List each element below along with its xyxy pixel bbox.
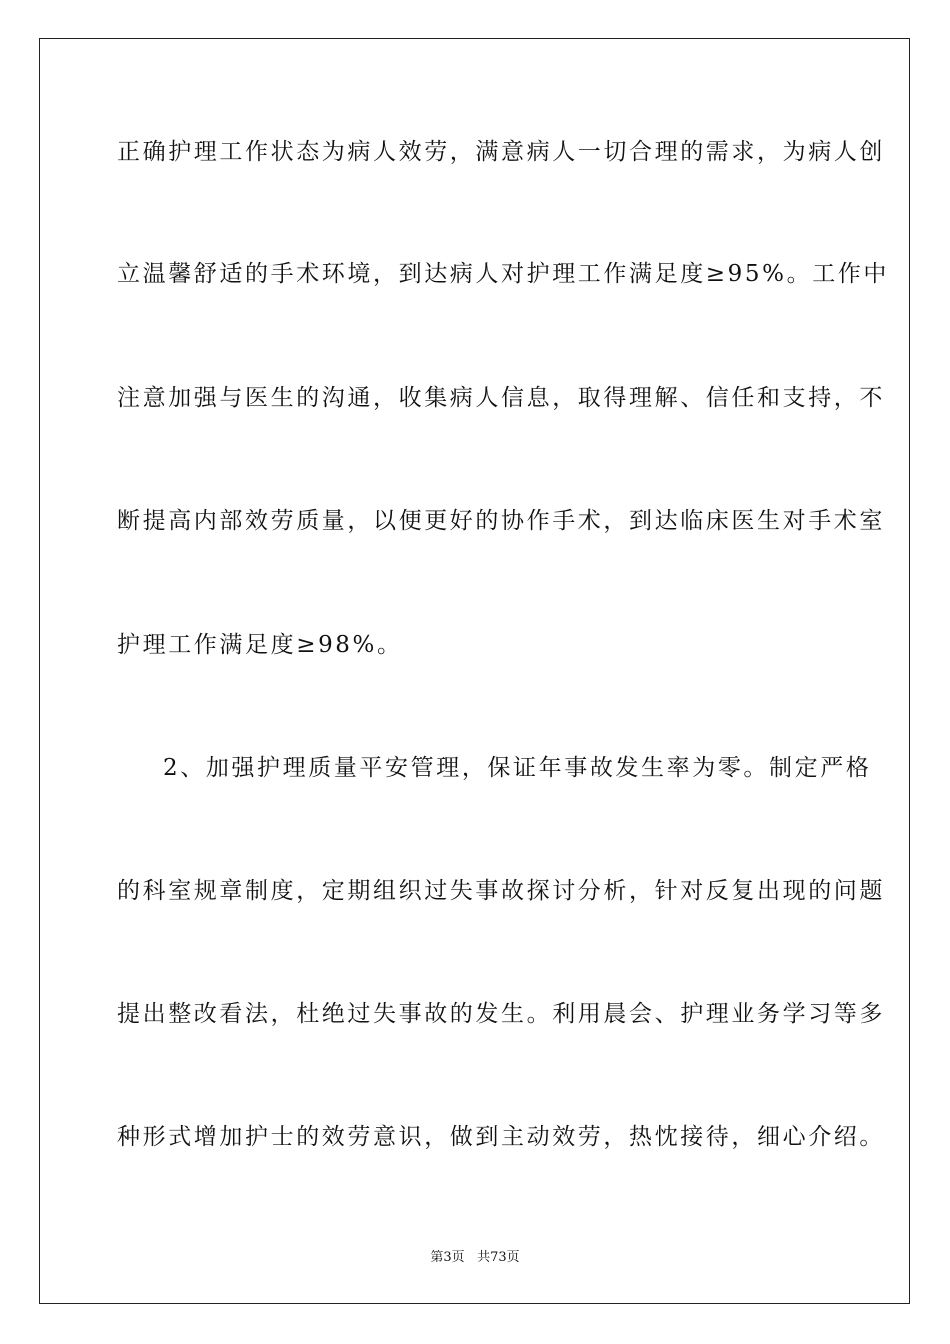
footer-page-prefix: 第 xyxy=(430,1250,444,1265)
paragraph-line-3: 注意加强与医生的沟通，收集病人信息，取得理解、信任和支持，不 xyxy=(117,385,885,411)
footer-total-suffix: 页 xyxy=(506,1250,520,1265)
footer-total-prefix: 共 xyxy=(477,1250,491,1265)
paragraph-line-8: 提出整改看法，杜绝过失事故的发生。利用晨会、护理业务学习等多 xyxy=(117,1001,885,1027)
page-footer xyxy=(0,1246,950,1265)
page-border xyxy=(39,38,910,1304)
paragraph-line-1: 正确护理工作状态为病人效劳，满意病人一切合理的需求，为病人创 xyxy=(117,139,885,165)
paragraph-line-9: 种形式增加护士的效劳意识，做到主动效劳，热忱接待，细心介绍。 xyxy=(117,1124,885,1150)
paragraph-line-2: 立温馨舒适的手术环境，到达病人对护理工作满足度≥95%。工作中 xyxy=(117,261,889,287)
paragraph-line-7: 的科室规章制度，定期组织过失事故探讨分析，针对反复出现的问题 xyxy=(117,878,885,904)
paragraph-line-5: 护理工作满足度≥98%。 xyxy=(117,632,403,658)
paragraph-line-4: 断提高内部效劳质量，以便更好的协作手术，到达临床医生对手术室 xyxy=(117,508,885,534)
paragraph-line-6: 2、加强护理质量平安管理，保证年事故发生率为零。制定严格 xyxy=(163,755,872,781)
footer-total-pages: 73 xyxy=(490,1250,507,1265)
footer-page-suffix: 页 xyxy=(451,1250,465,1265)
footer-page-number: 3 xyxy=(443,1250,452,1265)
